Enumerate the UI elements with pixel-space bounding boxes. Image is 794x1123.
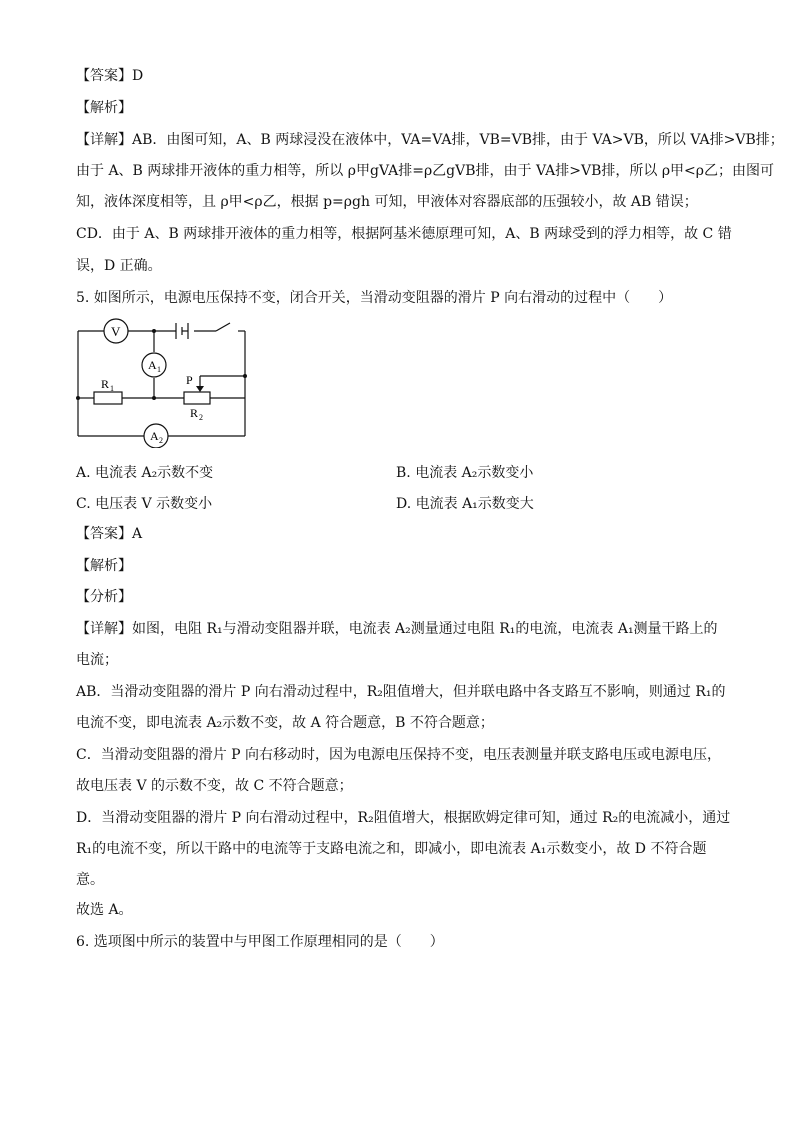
option-d[interactable]: D. 电流表 A₁示数变大 bbox=[396, 496, 534, 512]
circuit-diagram bbox=[70, 318, 260, 448]
question-6-stem: 6. 选项图中所示的装置中与甲图工作原理相同的是（ ） bbox=[76, 934, 444, 950]
analysis-heading: 【解析】 bbox=[76, 100, 132, 116]
detail-line-1: 【详解】AB．由图可知，A、B 两球浸没在液体中，VA=VA排，VB=VB排，由于 VA>VB，所以 VA排>VB排； bbox=[76, 132, 784, 148]
ammeter1-label: A bbox=[148, 358, 157, 372]
explain-line-1: 【详解】如图，电阻 R₁与滑动变阻器并联，电流表 A₂测量通过电阻 R₁的电流，电流表 A₁测量干路上的 bbox=[76, 621, 718, 637]
r2-sub: 2 bbox=[199, 413, 203, 422]
r1-sub: 1 bbox=[110, 384, 114, 393]
slider-arrow bbox=[196, 386, 204, 392]
question-5-stem: 5. 如图所示，电源电压保持不变，闭合开关，当滑动变阻器的滑片 P 向右滑动的过程中（ ） bbox=[76, 290, 673, 306]
explain-line-2: 电流； bbox=[76, 652, 118, 668]
resistor-r2 bbox=[184, 392, 210, 404]
voltmeter-label: V bbox=[111, 324, 121, 339]
detail-line-5: 误，D 正确。 bbox=[76, 258, 162, 274]
answer-line: 【答案】D bbox=[76, 68, 144, 84]
ammeter1-sub: 1 bbox=[157, 365, 161, 374]
slider-label: P bbox=[186, 373, 193, 387]
resistor-r1 bbox=[94, 392, 122, 404]
explain-line-4: 电流不变，即电流表 A₂示数不变，故 A 符合题意，B 不符合题意； bbox=[76, 715, 494, 731]
ammeter2-label: A bbox=[150, 429, 159, 443]
detail-line-4: CD．由于 A、B 两球排开液体的重力相等，根据阿基米德原理可知，A、B 两球受到的浮力相等，故 C 错 bbox=[76, 226, 732, 242]
answer-line-q5: 【答案】A bbox=[76, 526, 143, 542]
detail-line-2: 由于 A、B 两球排开液体的重力相等，所以 ρ甲gVA排=ρ乙gVB排，由于 VA排>VB排，所以 ρ甲<ρ乙；由图可 bbox=[76, 163, 775, 179]
explain-line-3: AB．当滑动变阻器的滑片 P 向右滑动过程中，R₂阻值增大，但并联电路中各支路互不影响，则通过 R₁的 bbox=[76, 684, 726, 700]
explain-line-5: C．当滑动变阻器的滑片 P 向右移动时，因为电源电压保持不变，电压表测量并联支路电压或电源电压， bbox=[76, 747, 722, 763]
explain-line-6: 故电压表 V 的示数不变，故 C 不符合题意； bbox=[76, 778, 353, 794]
ammeter2-sub: 2 bbox=[159, 436, 163, 445]
detail-line-3: 知，液体深度相等，且 ρ甲<ρ乙，根据 p=ρgh 可知，甲液体对容器底部的压强较小，故 AB 错误； bbox=[76, 194, 698, 210]
r1-label: R bbox=[101, 377, 110, 391]
option-c[interactable]: C. 电压表 V 示数变小 bbox=[76, 496, 213, 512]
explain-line-7: D．当滑动变阻器的滑片 P 向右滑动过程中，R₂阻值增大，根据欧姆定律可知，通过 R₂的电流减小，通过 bbox=[76, 810, 731, 826]
explain-line-8: R₁的电流不变，所以干路中的电流等于支路电流之和，即减小，即电流表 A₁示数变小，故 D 不符合题 bbox=[76, 841, 707, 857]
explain-line-10: 故选 A。 bbox=[76, 902, 133, 918]
fenxi-heading: 【分析】 bbox=[76, 589, 132, 605]
option-b[interactable]: B. 电流表 A₂示数变小 bbox=[396, 465, 534, 481]
option-a[interactable]: A. 电流表 A₂示数不变 bbox=[76, 465, 214, 481]
r2-label: R bbox=[190, 406, 199, 420]
explain-line-9: 意。 bbox=[76, 872, 104, 888]
analysis-heading-q5: 【解析】 bbox=[76, 558, 132, 574]
